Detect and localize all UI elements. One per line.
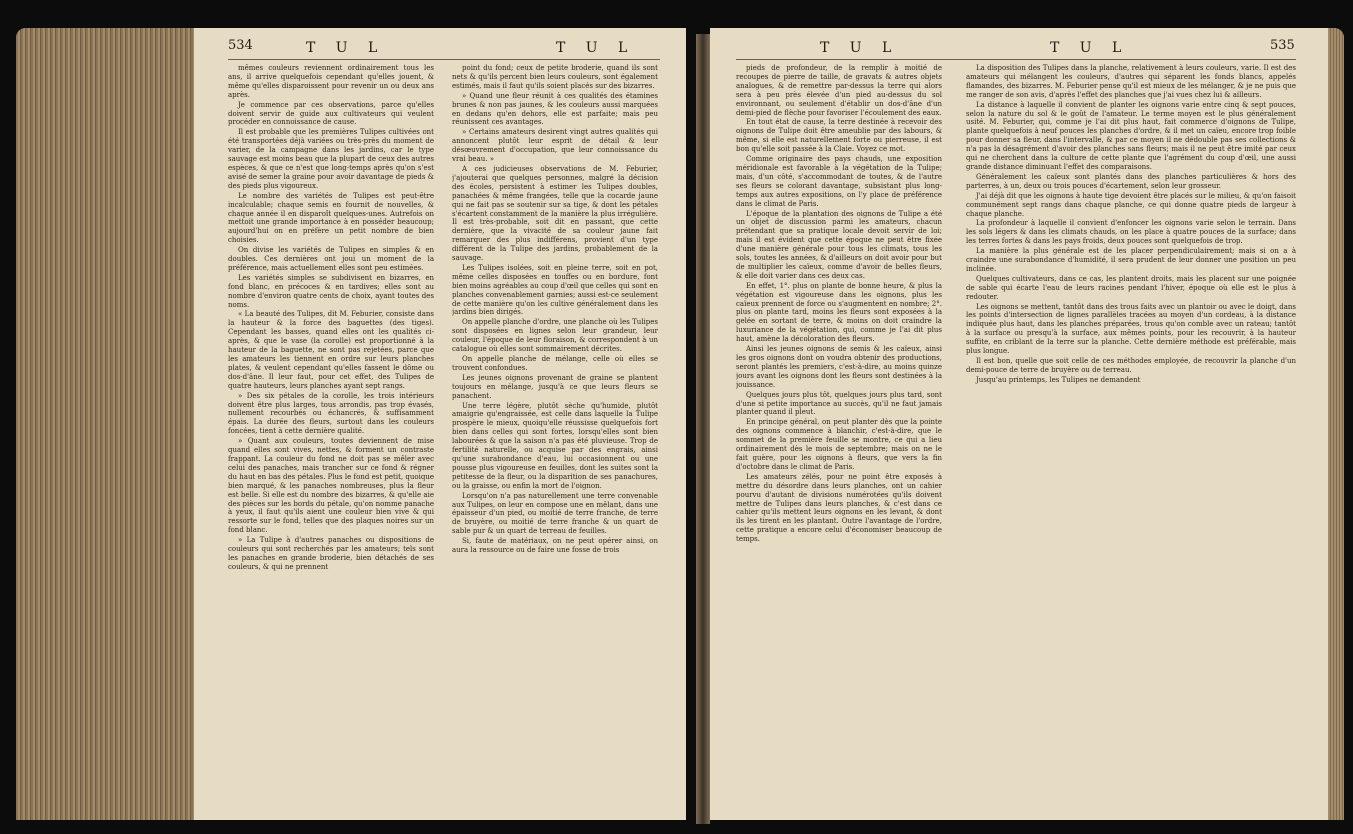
paragraph: Ainsi les jeunes oignons de semis & les caïeux, ainsi les gros oignons dont on voudra obtenir des productions, seront plantés les premiers, c'est-à-dire, au moins quinze jours avant les oignons dont les fleurs sont destinées à la jouissance.: [736, 345, 942, 389]
paragraph: » Des six pétales de la corolle, les trois intérieurs doivent être plus larges, tous arrondis, pas trop évasés, nullement recourbés ou échancrés, & suffisamment épais. La durée des fleurs, surtout dans les couleurs foncées, tient à cette dernière qualité.: [228, 391, 434, 436]
paragraph: Les jeunes oignons provenant de graine se plantent toujours en mélange, jusqu'à ce que leurs fleurs se panachent.: [452, 373, 658, 400]
paragraph: En effet, 1°. plus on plante de bonne heure, & plus la végétation est vigoureuse dans les oignons, plus les caïeux prennent de force ou s'augmentent en nombre; 2°. plus on plante tard, moins les fleurs sont exposées à la gelée en sortant de terre, & moins on doit craindre la luxuriance de la végétation, qui, comme je l'ai dit plus haut, amène la décoloration des fleurs.: [736, 281, 942, 344]
page-edges-right: [1328, 28, 1344, 820]
paragraph: La manière la plus générale est de les placer perpendiculairement; mais si on a à craindre une surabondance d'humidité, il sera prudent de leur donner une position un peu inclinée.: [966, 247, 1296, 273]
paragraph: Les amateurs zélés, pour ne point être exposés à mettre du désordre dans leurs planches, ont un cahier pourvu d'autant de divisions numérotées qu'ils doivent mettre de Tulipes dans leurs planches, & c'est dans ce cahier qu'ils mettent leurs oignons en les levant, & dont ils les tirent en les plantant. Outre l'avantage de l'ordre, cette pratique a encore celui d'économiser beaucoup de temps.: [736, 472, 942, 544]
paragraph: Je commence par ces observations, parce qu'elles doivent servir de guide aux cultivateurs qui veulent procéder en connoissance de cause.: [228, 100, 434, 127]
paragraph: Jusqu'au printemps, les Tulipes ne demandent: [976, 375, 1141, 384]
right-page-column-1: [736, 64, 942, 804]
right-page-column-2: [966, 64, 1296, 804]
paragraph: Généralement les caïeux sont plantés dans des planches particulières & hors des parterres, à un, deux ou trois pouces d'écartement, selon leur grosseur.: [966, 172, 1296, 190]
page-number-left: 534: [228, 38, 253, 53]
paragraph: » Certains amateurs desirent vingt autres qualités qui annoncent plutôt leur esprit de détail & leur désœuvrement d'occupation, que leur connoissance du vrai beau. »: [452, 128, 658, 164]
running-head-right-outer: T U L: [1050, 40, 1130, 56]
running-head-left-center: T U L: [556, 40, 636, 56]
right-page: [710, 28, 1344, 820]
paragraph: Quelques jours plus tôt, quelques jours plus tard, sont d'une si petite importance au succès, qu'il ne faut jamais planter quand il pleut.: [736, 390, 942, 417]
paragraph: J'ai déjà dit que les oignons à haute tige devoient être placés sur le milieu, & qu'on faisoit communément sept rangs dans chaque planche, ce qui donne quatre pieds de largeur à chaque planche.: [966, 191, 1296, 218]
header-rule-right: [736, 59, 1296, 60]
paragraph: pieds de profondeur, de la remplir à moitié de recoupes de pierre de taille, de gravats & autres objets analogues, & de remettre par-dessus la terre qui alors sera à peu près élevée d'un pied au-dessus du sol environnant, ou seulement d'établir un dos-d'âne d'un demi-pied de flèche pour favoriser l'écoulement des eaux.: [736, 64, 942, 117]
header-rule-left: [228, 59, 660, 60]
book-gutter: [696, 34, 710, 824]
paragraph: Les Tulipes isolées, soit en pleine terre, soit en pot, même celles disposées en touffes ou en bordure, font bien moins agréables au coup d'œil que celles qui sont en planches convenablement garnies; aussi est-ce seulement de cette manière qu'on les cultive généralement dans les jardins bien dirigés.: [452, 263, 658, 317]
paragraph: Lorsqu'on n'a pas naturellement une terre convenable aux Tulipes, on leur en compose une en mêlant, dans une épaisseur d'un pied, ou moitié de terre franche, de terre de bruyère, ou moitié de terre franche & un quart de sable pur & un quart de terreau de feuilles.: [452, 491, 658, 536]
left-page: [16, 28, 686, 820]
paragraph: Il est probable que les premières Tulipes cultivées ont été transportées déjà variées ou très-près du moment de varier, de la campagne dans les jardins, car le type sauvage est moins beau que la plupart de ceux des autres espèces, & que ce n'est que long-temps après qu'on s'est avisé de semer la graine pour avoir davantage de pieds & des pieds plus vigoureux.: [228, 128, 434, 190]
page-number-right: 535: [1270, 38, 1295, 53]
left-page-column-2: [452, 64, 658, 804]
paragraph: Les variétés simples se subdivisent en bizarres, en fond blanc, en précoces & en tardives; elles sont au nombre d'environ quatre cents de choix, ayant toutes des noms.: [228, 273, 434, 309]
paragraph: En principe général, on peut planter dès que la pointe des oignons commence à blanchir, c'est-à-dire, que le sommet de la première feuille se montre, ce qui a lieu ordinairement dès le mois de septembre; mais on ne le fait guère, pour les oignons à fleurs, que vers la fin d'octobre dans le climat de Paris.: [736, 418, 942, 471]
page-edges-left: [16, 28, 194, 820]
paragraph: La profondeur à laquelle il convient d'enfoncer les oignons varie selon le terrain. Dans les sols légers & dans les climats chauds, on les place à quatre pouces de la surface; dans les terres fortes & dans les pays froids, deux pouces sont quelquefois de trop.: [966, 219, 1296, 246]
paragraph: Il est bon, quelle que soit celle de ces méthodes employée, de recouvrir la planche d'un demi-pouce de terre de bruyère ou de terreau.: [966, 357, 1296, 374]
paragraph: » Quant aux couleurs, toutes deviennent de mise quand elles sont vives, nettes, & forment un contraste frappant. La couleur du fond ne doit pas se mêler avec celui des panaches, mais trancher sur ce fond & régner du haut en bas des pétales. Plus le fond est petit, quoique bien marqué, & les panaches nombreuses, plus la fleur est belle. Si elle est du nombre des bizarres, & qu'elle aie des pièces sur les bords du pétale, qu'on nomme panache à yeux, il faut qu'ils aient une couleur bien vive & qui ressorte sur le fond, telles que des plaques noires sur un fond blanc.: [228, 437, 434, 535]
open-book: [16, 14, 1344, 826]
paragraph: On appelle planche d'ordre, une planche où les Tulipes sont disposées en lignes selon leur grandeur, leur couleur, l'époque de leur floraison, & correspondent à un catalogue où elles sont sommairement décrites.: [452, 318, 658, 354]
paragraph: Une terre légère, plutôt sèche qu'humide, plutôt amaigrie qu'engraissée, est celle dans laquelle la Tulipe prospère le mieux, quoiqu'elle réussisse quelquefois fort bien dans celles qui sont fortes, lorsqu'elles sont bien labourées & que la saison n'a pas été pluvieuse. Trop de fertilité naturelle, ou acquise par des engrais, ainsi qu'une surabondance d'eau, lui occasionnent ou une pousse plus vigoureuse en feuilles, dont les suites sont la petitesse de la fleur, ou la disparition de ses panachures, ou la graisse, ou enfin la mort de l'oignon.: [452, 401, 658, 490]
left-page-column-1: [228, 64, 434, 804]
paragraph: L'époque de la plantation des oignons de Tulipe a été un objet de discussion parmi les amateurs, chacun prétendant que sa pratique locale devoit servir de loi; mais il est évident que cette époque ne peut être fixée d'une manière générale pour tous les climats, tous les sols, toutes les années, & d'ailleurs on doit avoir pour but de multiplier les caïeux, comme d'avoir de belles fleurs, & elle doit varier dans ces deux cas.: [736, 209, 942, 280]
running-head-right-center: T U L: [820, 40, 900, 56]
paragraph: La disposition des Tulipes dans la planche, relativement à leurs couleurs, varie. Il est des amateurs qui mélangent les couleurs, d'autres qui séparent les fonds blancs, appelés flamandes, des bizarres. M. Feburier pense qu'il est mieux de les mélanger, & je ne puis que me ranger de son avis, d'après l'effet des planches que j'ai vues chez lui & ailleurs.: [966, 64, 1296, 99]
paragraph: » Quand une fleur réunit à ces qualités des étamines brunes & non pas jaunes, & les couleurs aussi marquées en dedans qu'en dehors, elle est parfaite; mais peu réunissent ces avantages.: [452, 91, 658, 127]
running-head-left-outer: T U L: [306, 40, 386, 56]
paragraph: » La Tulipe à d'autres panaches ou dispositions de couleurs qui sont recherchés par les amateurs; tels sont les panaches en grande broderie, bien détachés de ses couleurs, & qui ne prennent: [228, 536, 434, 571]
paragraph: mêmes couleurs reviennent ordinairement tous les ans, il arrive quelquefois cependant qu'elles jouent, & même qu'elles disparoissent pour revenir un ou deux ans après.: [228, 64, 434, 99]
paragraph: En tout état de cause, la terre destinée à recevoir des oignons de Tulipe doit être ameublie par des labours, & même, si elle est naturellement forte ou pierreuse, il est bon qu'elle soit passée à la Claie. Voyez ce mot.: [736, 118, 942, 154]
paragraph: Quelques cultivateurs, dans ce cas, les plantent droits, mais les placent sur une poignée de sable qui écarte l'eau de leurs racines pendant l'hiver, époque où elle est le plus à redouter.: [966, 274, 1296, 301]
paragraph: « La beauté des Tulipes, dit M. Feburier, consiste dans la hauteur & la force des baguettes (des tiges). Cependant les basses, quand elles ont les qualités ci-après, & que le vase (la corolle) est proportionné à la hauteur de la baguette, ne sont pas rejetées, parce que les amateurs les tiennent en ordre sur leurs planches plates, & veulent cependant qu'elles fassent le dôme ou dos-d'âne. Il leur faut, pour cet effet, des Tulipes de quatre hauteurs, leurs planches ayant sept rangs.: [228, 310, 434, 390]
paragraph: La distance à laquelle il convient de planter les oignons varie entre cinq & sept pouces, selon la nature du sol & le goût de l'amateur. Le terme moyen est le plus généralement usité. M. Feburier, qui, comme je l'ai dit plus haut, fait commerce d'oignons de Tulipe, plante quelquefois à neuf pouces les planches d'ordre, & il met un caïeu, encore trop foible pour donner sa fleur, dans l'intervalle, & par ce moyen il ne dédouble pas ses collections & n'a pas la désagrément d'avoir des planches sans fleurs; mais il ne peut être imité par ceux qui ne cherchent dans la culture de cette plante que l'agrément du coup d'œil, une aussi grande distance diminuant l'effet des comparaisons.: [966, 100, 1296, 171]
paragraph: A ces judicieuses observations de M. Feburier, j'ajouterai que quelques personnes, malgré la décision des écoles, persistent à estimer les Tulipes doubles, panachées & même frangées, telle que la cocarde jaune qui ne fait pas se soutenir sur sa tige, & dont les pétales s'écartent constamment de la manière la plus irrégulière. Il est très-probable, soit dit en passant, que cette dernière, que la vivacité de sa couleur jaune fait remarquer des plus indifférens, provient d'un type différent de la Tulipe des jardins, probablement de la sauvage.: [452, 164, 658, 263]
paragraph: Comme originaire des pays chauds, une exposition méridionale est favorable à la végétation de la Tulipe; mais, d'un côté, s'accommodant de toutes, & de l'autre ses fleurs se colorant davantage, subsistant plus long-temps aux autres expositions, on l'y place de préférence dans le climat de Paris.: [736, 155, 942, 208]
paragraph: Si, faute de matériaux, on ne peut opérer ainsi, on aura la ressource ou de faire une fosse de trois: [452, 537, 658, 555]
paragraph: point du fond; ceux de petite broderie, quand ils sont nets & qu'ils percent bien leurs couleurs, sont également estimés, mais il faut qu'ils soient placés sur des bizarres.: [452, 64, 658, 90]
paragraph: On appelle planche de mélange, celle où elles se trouvent confondues.: [452, 355, 658, 372]
paragraph: Les oignons se mettent, tantôt dans des trous faits avec un plantoir ou avec le doigt, dans les points d'intersection de lignes parallèles tracées au moyen d'un cordeau, à la distance indiquée plus haut, dans les planches préparées, trous qu'on comble avec un rateau; tantôt à la surface ou presqu'à la surface, aux mêmes points, pour les recouvrir, à la hauteur suffite, en criblant de la terre sur la planche. Cette dernière méthode est préférable, mais plus longue.: [966, 302, 1296, 356]
paragraph: Le nombre des variétés de Tulipes est peut-être incalculable; chaque semis en fournit de nouvelles, & chaque année il en disparoît quelques-unes. Autrefois on mettoit une grande importance à en posséder beaucoup; aujourd'hui on en préfère un petit nombre de bien choisies.: [228, 191, 434, 245]
paragraph: On divise les variétés de Tulipes en simples & en doubles. Ces dernières ont joui un moment de la préférence, mais actuellement elles sont peu estimées.: [228, 246, 434, 272]
